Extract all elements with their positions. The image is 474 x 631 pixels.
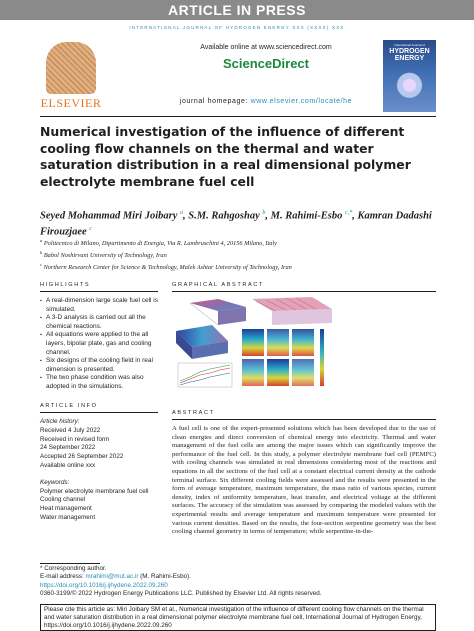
elsevier-wordmark: ELSEVIER: [40, 96, 102, 110]
elsevier-tree-icon: [46, 42, 96, 94]
article-info-rule: [40, 412, 158, 413]
history-item: Received 4 July 2022: [40, 426, 101, 434]
author-affil-sup[interactable]: c: [89, 225, 92, 232]
journal-cover[interactable]: [383, 40, 436, 112]
channel-layout-diagram: [252, 297, 332, 325]
affiliations: [40, 236, 436, 272]
elsevier-logo[interactable]: [40, 40, 102, 112]
email-line: E-mail address: mrahimi@mut.ac.ir (M. Rahimi-Esbo).: [40, 573, 191, 581]
keyword-item: Heat management: [40, 505, 92, 513]
temperature-contour-panels: [242, 329, 314, 386]
color-bar: [320, 329, 324, 386]
article-title: Numerical investigation of the influence of different cooling flow channels on the thermal and water saturation distribution in a real dimensional polymer electrolyte membrane fuel cell: [40, 124, 411, 189]
doi-link[interactable]: https://doi.org/10.1016/j.ijhydene.2022.09.260: [40, 581, 168, 589]
header-divider: [40, 116, 436, 117]
available-online-text[interactable]: Available online at www.sciencedirect.com: [200, 44, 332, 51]
article-in-press-banner: ARTICLE IN PRESS: [0, 0, 474, 20]
journal-running-header: INTERNATIONAL JOURNAL OF HYDROGEN ENERGY XXX (XXXX) XXX: [129, 25, 345, 30]
journal-homepage: [146, 98, 386, 105]
article-info: [40, 418, 158, 523]
journal-header: [40, 40, 436, 114]
graphical-abstract-rule: [172, 291, 436, 292]
cover-title: HYDROGEN ENERGY: [389, 48, 430, 62]
author-affil-sup[interactable]: a: [180, 210, 184, 216]
author-name[interactable]: , M. Rahimi-Esbo: [265, 210, 343, 222]
keyword-item: Polymer electrolyte membrane fuel cell: [40, 487, 149, 495]
keyword-item: Cooling channel: [40, 496, 86, 504]
history-label: Article history:: [40, 418, 80, 425]
homepage-label: journal homepage:: [179, 98, 251, 105]
abstract-text: A fuel cell is one of the expert-presented solutions which has been developed due to the use of clean energies and direct conversion of chemical energy into electricity. Thermal and water management of the fuel cells are among the major issues which can significantly improve the performance of the fuel cell. In this study, a polymer electrolyte membrane fuel cell (PEMFC) with cooling channels was simulated in real dimensions considering most of the reactions and equations in all the sections of the fuel cell at a constant electrical current density at the cathode terminal surface. Six different cooling fields were assessed and the results were presented in the form of average temperature, maximum temperature, the mass ratio of various species, current density, index of uniformity temperature, heat transfer, and electrical voltage at the different surfaces. The accuracy of the simulation was assessed by comparing the modeled values with the experimental results and average temperature and maximum temperature were presented for various current densities. Based on the results, the four-section serpentine geometry was the best cooling channel geometry in terms of temperature; while serpentine-in-the-: [172, 425, 436, 536]
highlights-heading: HIGHLIGHTS: [40, 282, 91, 288]
email-link[interactable]: mrahimi@mut.ac.ir: [85, 573, 139, 581]
cover-subtitle: International Journal of: [394, 43, 425, 47]
graphical-abstract-heading: GRAPHICAL ABSTRACT: [172, 282, 265, 288]
article-info-heading: ARTICLE INFO: [40, 403, 98, 409]
footnote-rule: [40, 563, 100, 564]
history-item: Accepted 26 September 2022: [40, 453, 124, 461]
sciencedirect-logo[interactable]: ScienceDirect: [223, 56, 309, 71]
highlight-item: ▪ Six designs of the cooling field in real dimension is presented.: [40, 357, 158, 374]
author-affil-sup[interactable]: b: [262, 210, 266, 216]
graphical-abstract-figure[interactable]: [172, 297, 436, 389]
cover-art-image: [391, 70, 428, 104]
author-name[interactable]: Seyed Mohammad Miri Joibary: [40, 210, 178, 222]
abstract-heading: ABSTRACT: [172, 410, 215, 416]
highlights-list: [40, 297, 158, 392]
affiliation-item: $^b$ Babol Noshirvani University of Technology, Iran: [40, 250, 167, 260]
citation-box: Please cite this article as: Miri Joibary SM et al., Numerical investigation of the influence of different cooling flow channels on the thermal and water saturation distribution in a real dimensional polymer electrolyte membrane fuel cell, International Journal of Hydrogen Energy, https://doi.org/10.1016/j.ijhydene.2022.09.260: [40, 604, 436, 631]
footnotes: [40, 565, 436, 599]
highlight-item: ▪ The two phase condition was also adopted in the simulations.: [40, 374, 158, 391]
copyright-line: 0360-3199/© 2022 Hydrogen Energy Publications LLC. Published by Elsevier Ltd. All rights reserved.: [40, 590, 322, 598]
highlight-item: ▪ All equations were applied to the all layers, bipolar plate, gas and cooling channel.: [40, 331, 158, 357]
history-item: 24 September 2022: [40, 444, 96, 452]
history-item: Available online xxx: [40, 461, 96, 469]
author-affil-sup[interactable]: c,*: [345, 210, 353, 216]
results-line-chart: [178, 363, 232, 387]
spacer: [40, 471, 158, 479]
highlights-rule: [40, 291, 158, 292]
highlight-item: ▪ A real-dimension large scale fuel cell is simulated.: [40, 297, 158, 314]
keywords-label: Keywords:: [40, 478, 70, 486]
highlight-item: ▪ A 3-D analysis is carried out all the chemical reactions.: [40, 314, 158, 331]
corresponding-author-note: * Corresponding author.: [40, 565, 107, 572]
mesh-diagram: [190, 299, 246, 325]
homepage-link[interactable]: www.elsevier.com/locate/he: [250, 98, 353, 105]
author-name[interactable]: , Kamran Dadashi Firouzjaee: [40, 210, 432, 237]
cooling-plate-3d: [176, 325, 228, 359]
keyword-item: Water management: [40, 513, 96, 521]
author-name[interactable]: , S.M. Rahgoshay: [183, 210, 260, 222]
author-list: [40, 207, 436, 238]
affiliation-item: $^a$ Politecnico di Milano, Dipartimento di Energia, Via R. Lambruschini 4, 20156 Milano, Italy: [40, 238, 277, 248]
history-item: Received in revised form: [40, 435, 110, 443]
abstract-rule: [172, 419, 436, 420]
affiliation-item: $^c$ Northern Research Center for Science & Technology, Malek Ashtar University of Technology, Iran: [40, 262, 292, 272]
